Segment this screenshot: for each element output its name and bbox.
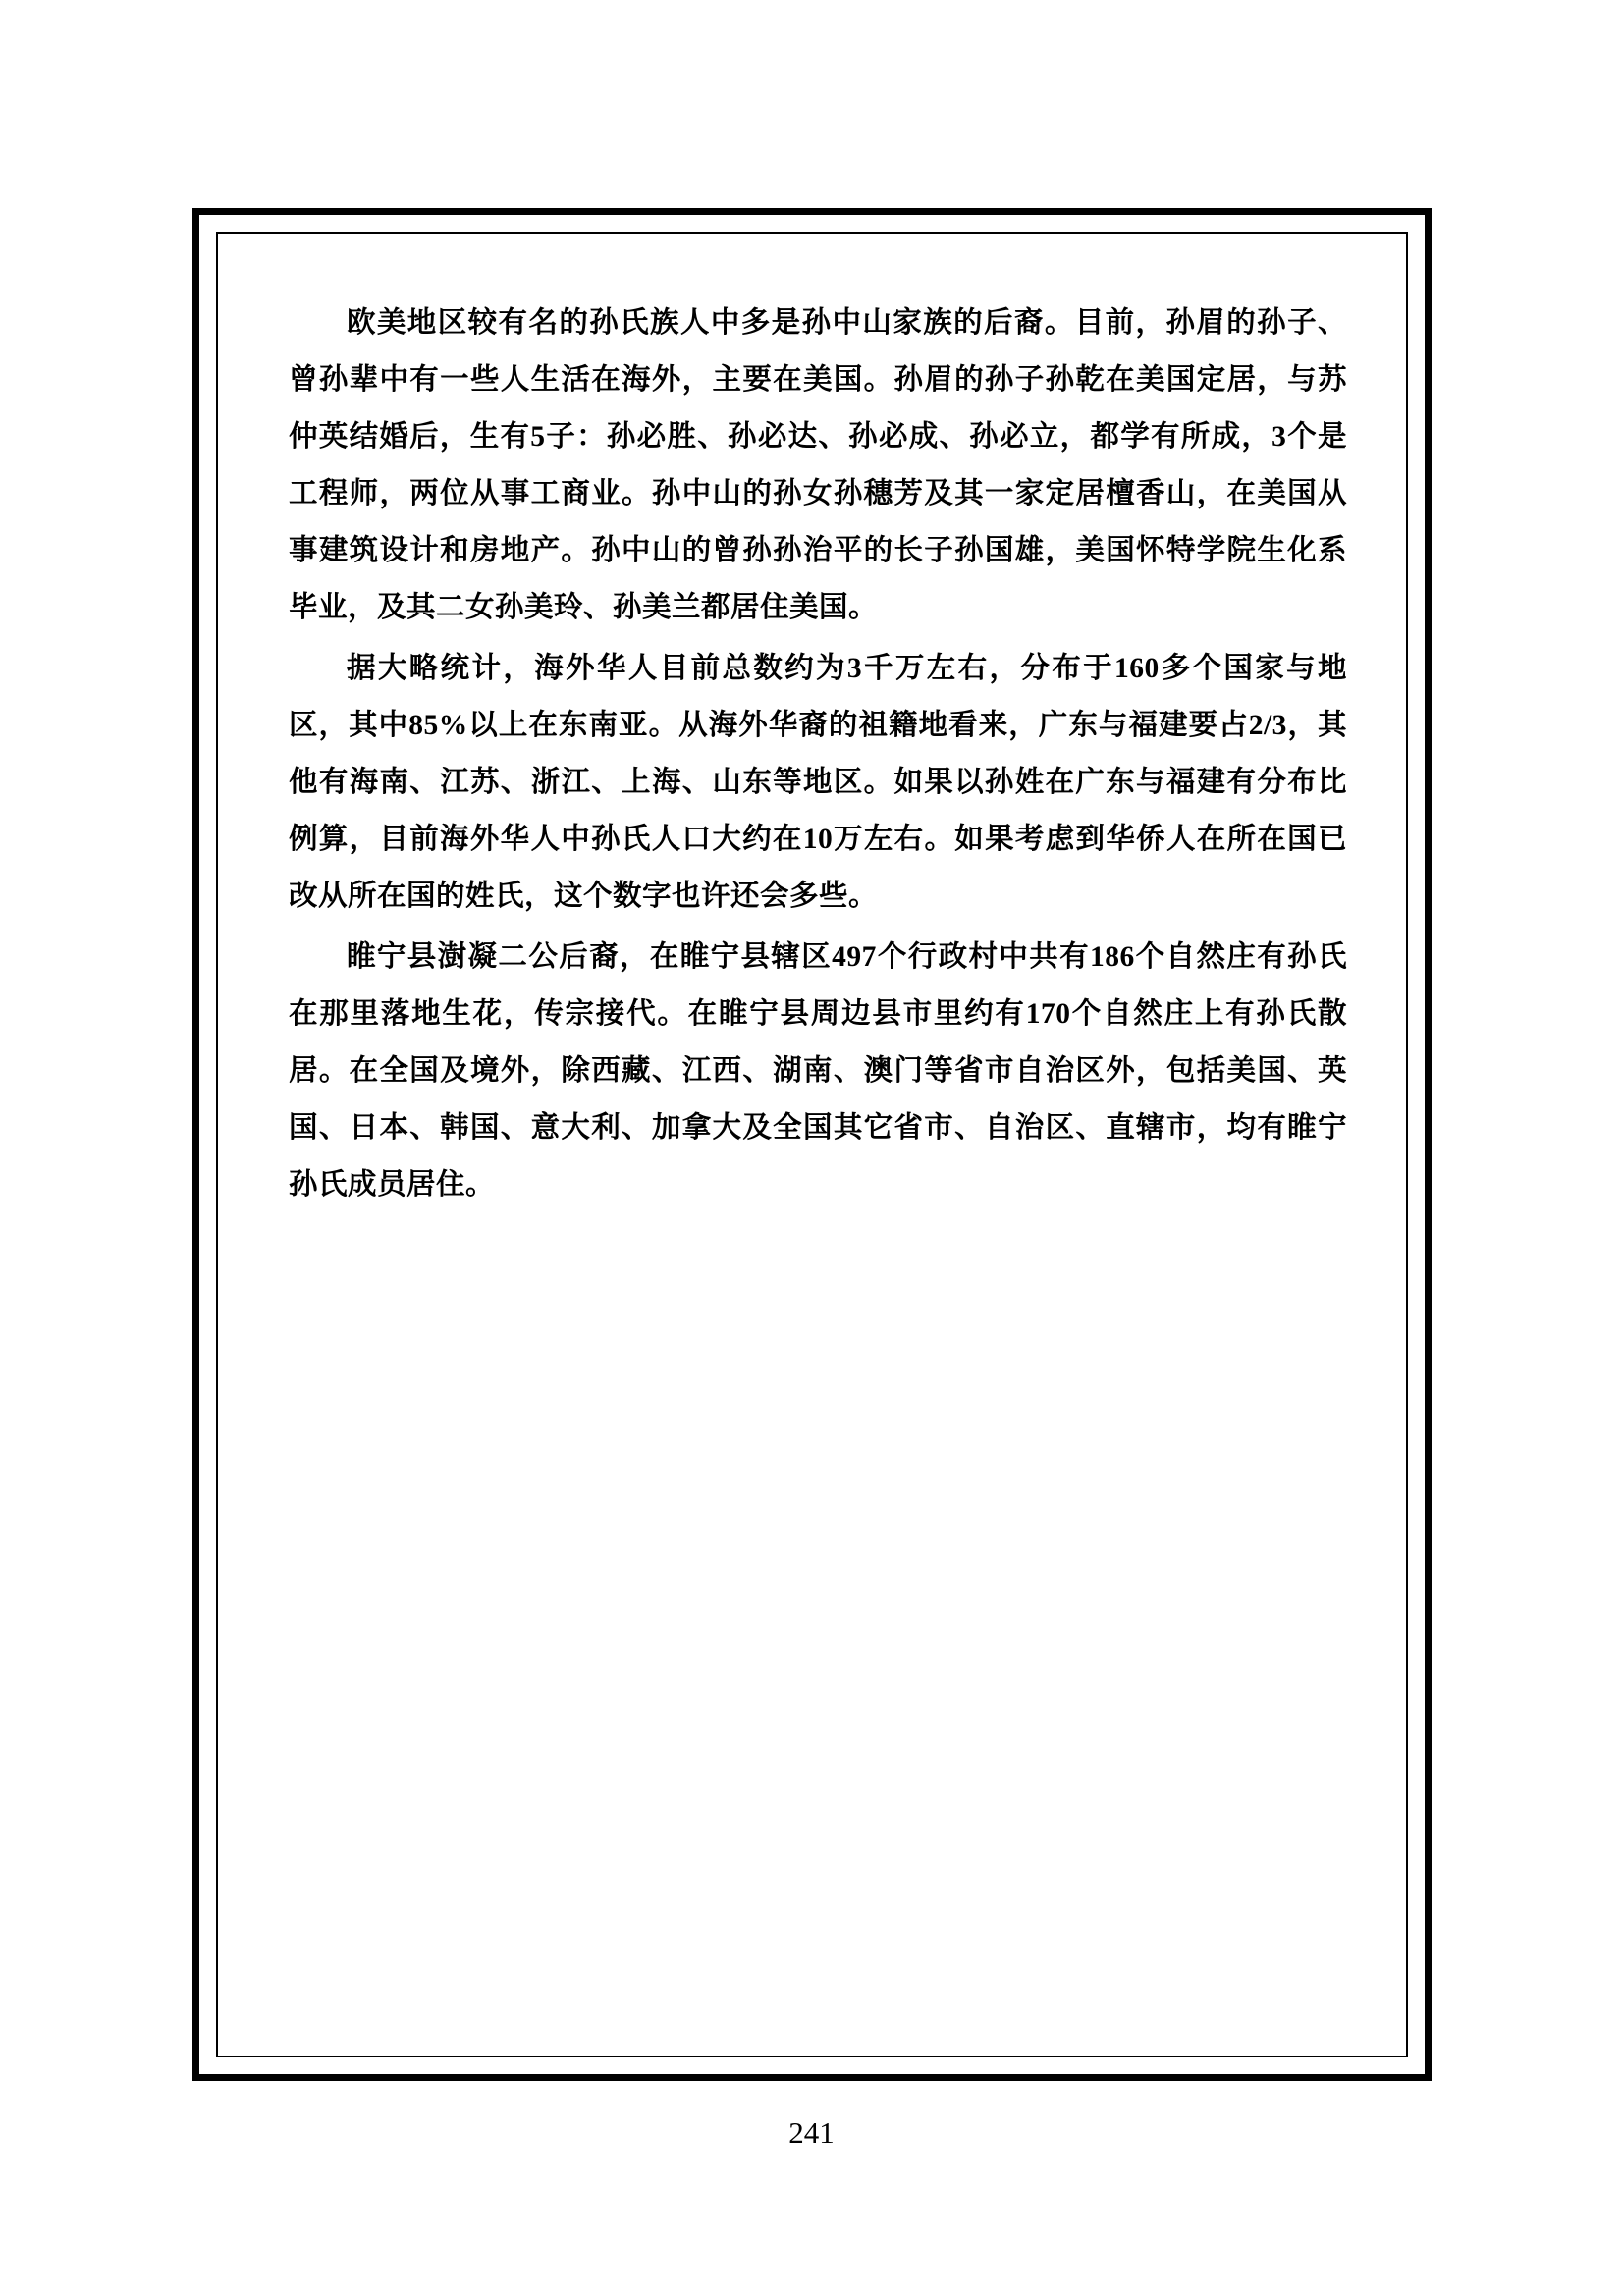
page-number: 241 bbox=[788, 2115, 835, 2150]
document-text-body bbox=[289, 294, 1347, 2016]
paragraph-3: 睢宁县澍凝二公后裔，在睢宁县辖区497个行政村中共有186个自然庄有孙氏在那里落地生花，传宗接代。在睢宁县周边县市里约有170个自然庄上有孙氏散居。在全国及境外，除西藏、江西、湖南、澳门等省市自治区外，包括美国、英国、日本、韩国、意大利、加拿大及全国其它省市、自治区、直辖市，均有睢宁孙氏成员居住。 bbox=[289, 941, 1347, 1201]
paragraph-1: 欧美地区较有名的孙氏族人中多是孙中山家族的后裔。目前，孙眉的孙子、曾孙辈中有一些人生活在海外，主要在美国。孙眉的孙子孙乾在美国定居，与苏仲英结婚后，生有5子：孙必胜、孙必达、孙必成、孙必立，都学有所成，3个是工程师，两位从事工商业。孙中山的孙女孙穗芳及其一家定居檀香山，在美国从事建筑设计和房地产。孙中山的曾孙孙治平的长子孙国雄，美国怀特学院生化系毕业，及其二女孙美玲、孙美兰都居住美国。 bbox=[289, 307, 1347, 623]
paragraph-2: 据大略统计，海外华人目前总数约为3千万左右，分布于160多个国家与地区，其中85%以上在东南亚。从海外华裔的祖籍地看来，广东与福建要占2/3，其他有海南、江苏、浙江、上海、山东等地区。如果以孙姓在广东与福建有分布比例算，目前海外华人中孙氏人口大约在10万左右。如果考虑到华侨人在所在国已改从所在国的姓氏，这个数字也许还会多些。 bbox=[289, 653, 1347, 912]
page-border-inner bbox=[216, 232, 1408, 2057]
page-border-outer bbox=[192, 208, 1432, 2081]
